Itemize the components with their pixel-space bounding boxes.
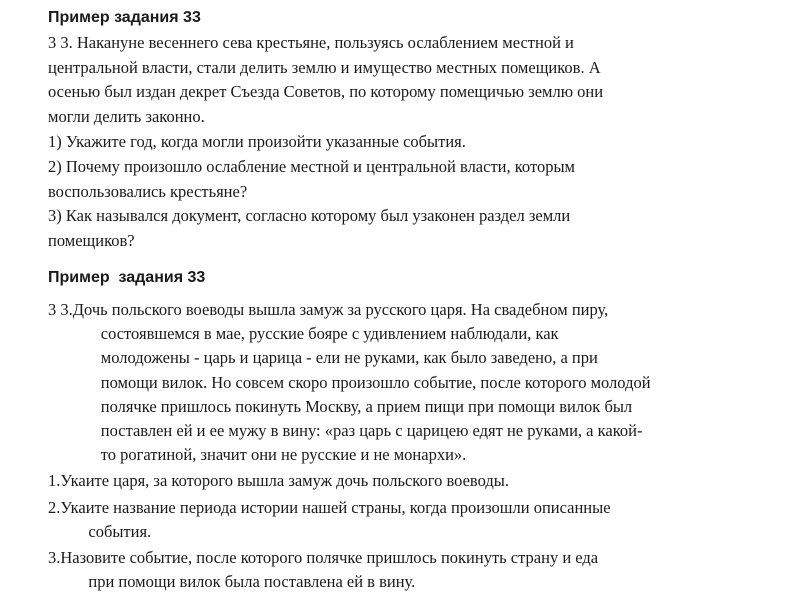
example-1-heading: Пример задания 33 bbox=[48, 9, 201, 26]
example-1 bbox=[48, 6, 748, 254]
question-line: 2) Почему произошло ослабление местной и центральной власти, которым bbox=[48, 156, 575, 176]
text-line: поставлен ей и ее мужу в вину: «раз царь с царицею едят не руками, а какой- bbox=[100, 420, 643, 440]
document-page bbox=[48, 6, 748, 594]
text-line: могли делить законно. bbox=[48, 107, 205, 127]
text-line: Дочь польского воеводы вышла замуж за русского царя. На свадебном пиру, bbox=[72, 299, 609, 319]
question-number: 3. bbox=[48, 548, 61, 567]
example-2 bbox=[48, 298, 748, 594]
question-item bbox=[48, 546, 748, 594]
question-text: Укаите царя, за которого вышла замуж дочь польского воеводы. bbox=[60, 471, 509, 491]
question-line: помещиков? bbox=[48, 231, 135, 251]
text-line: молодожены - царь и царица - ели не руками, как было заведено, а при bbox=[100, 348, 598, 368]
text-line: 3 3. Накануне весеннего сева крестьяне, пользуясь ослаблением местной и bbox=[48, 32, 574, 52]
question-text: Назовите событие, после которого полячке пришлось покинуть страну и еда bbox=[60, 548, 599, 567]
question-line: воспользовались крестьяне? bbox=[48, 181, 248, 201]
question-line: 3) Как назывался документ, согласно которому был узаконен раздел земли bbox=[48, 206, 571, 226]
text-line: то рогатиной, значит они не русские и не монархи». bbox=[100, 445, 467, 465]
text-line: полячке пришлось покинуть Москву, а прием пищи при помощи вилок был bbox=[100, 396, 633, 416]
question-number: 1. bbox=[48, 471, 61, 491]
text-line: центральной власти, стали делить землю и имущество местных помещиков. А bbox=[48, 57, 601, 77]
question-item bbox=[48, 496, 748, 544]
text-line: осенью был издан декрет Съезда Советов, по которому помещичью землю они bbox=[48, 82, 604, 102]
question-item bbox=[48, 469, 748, 493]
question-number: 2. bbox=[48, 497, 61, 517]
task-text bbox=[73, 298, 748, 467]
example-2-heading: Пример задания 33 bbox=[48, 268, 206, 286]
question-text: Укаите название периода истории нашей страны, когда произошли описанные bbox=[60, 497, 611, 517]
text-line: состоявшемся в мае, русские бояре с удивлением наблюдали, как bbox=[100, 324, 559, 344]
question-text: при помощи вилок была поставлена ей в вину. bbox=[88, 572, 416, 592]
task-paragraph bbox=[48, 298, 748, 467]
question-line: 1) Укажите год, когда могли произойти указанные события. bbox=[48, 131, 466, 151]
task-number: 3 3. bbox=[48, 299, 73, 319]
text-line: помощи вилок. Но совсем скоро произошло событие, после которого молодой bbox=[100, 372, 651, 392]
question-text: события. bbox=[88, 521, 152, 541]
